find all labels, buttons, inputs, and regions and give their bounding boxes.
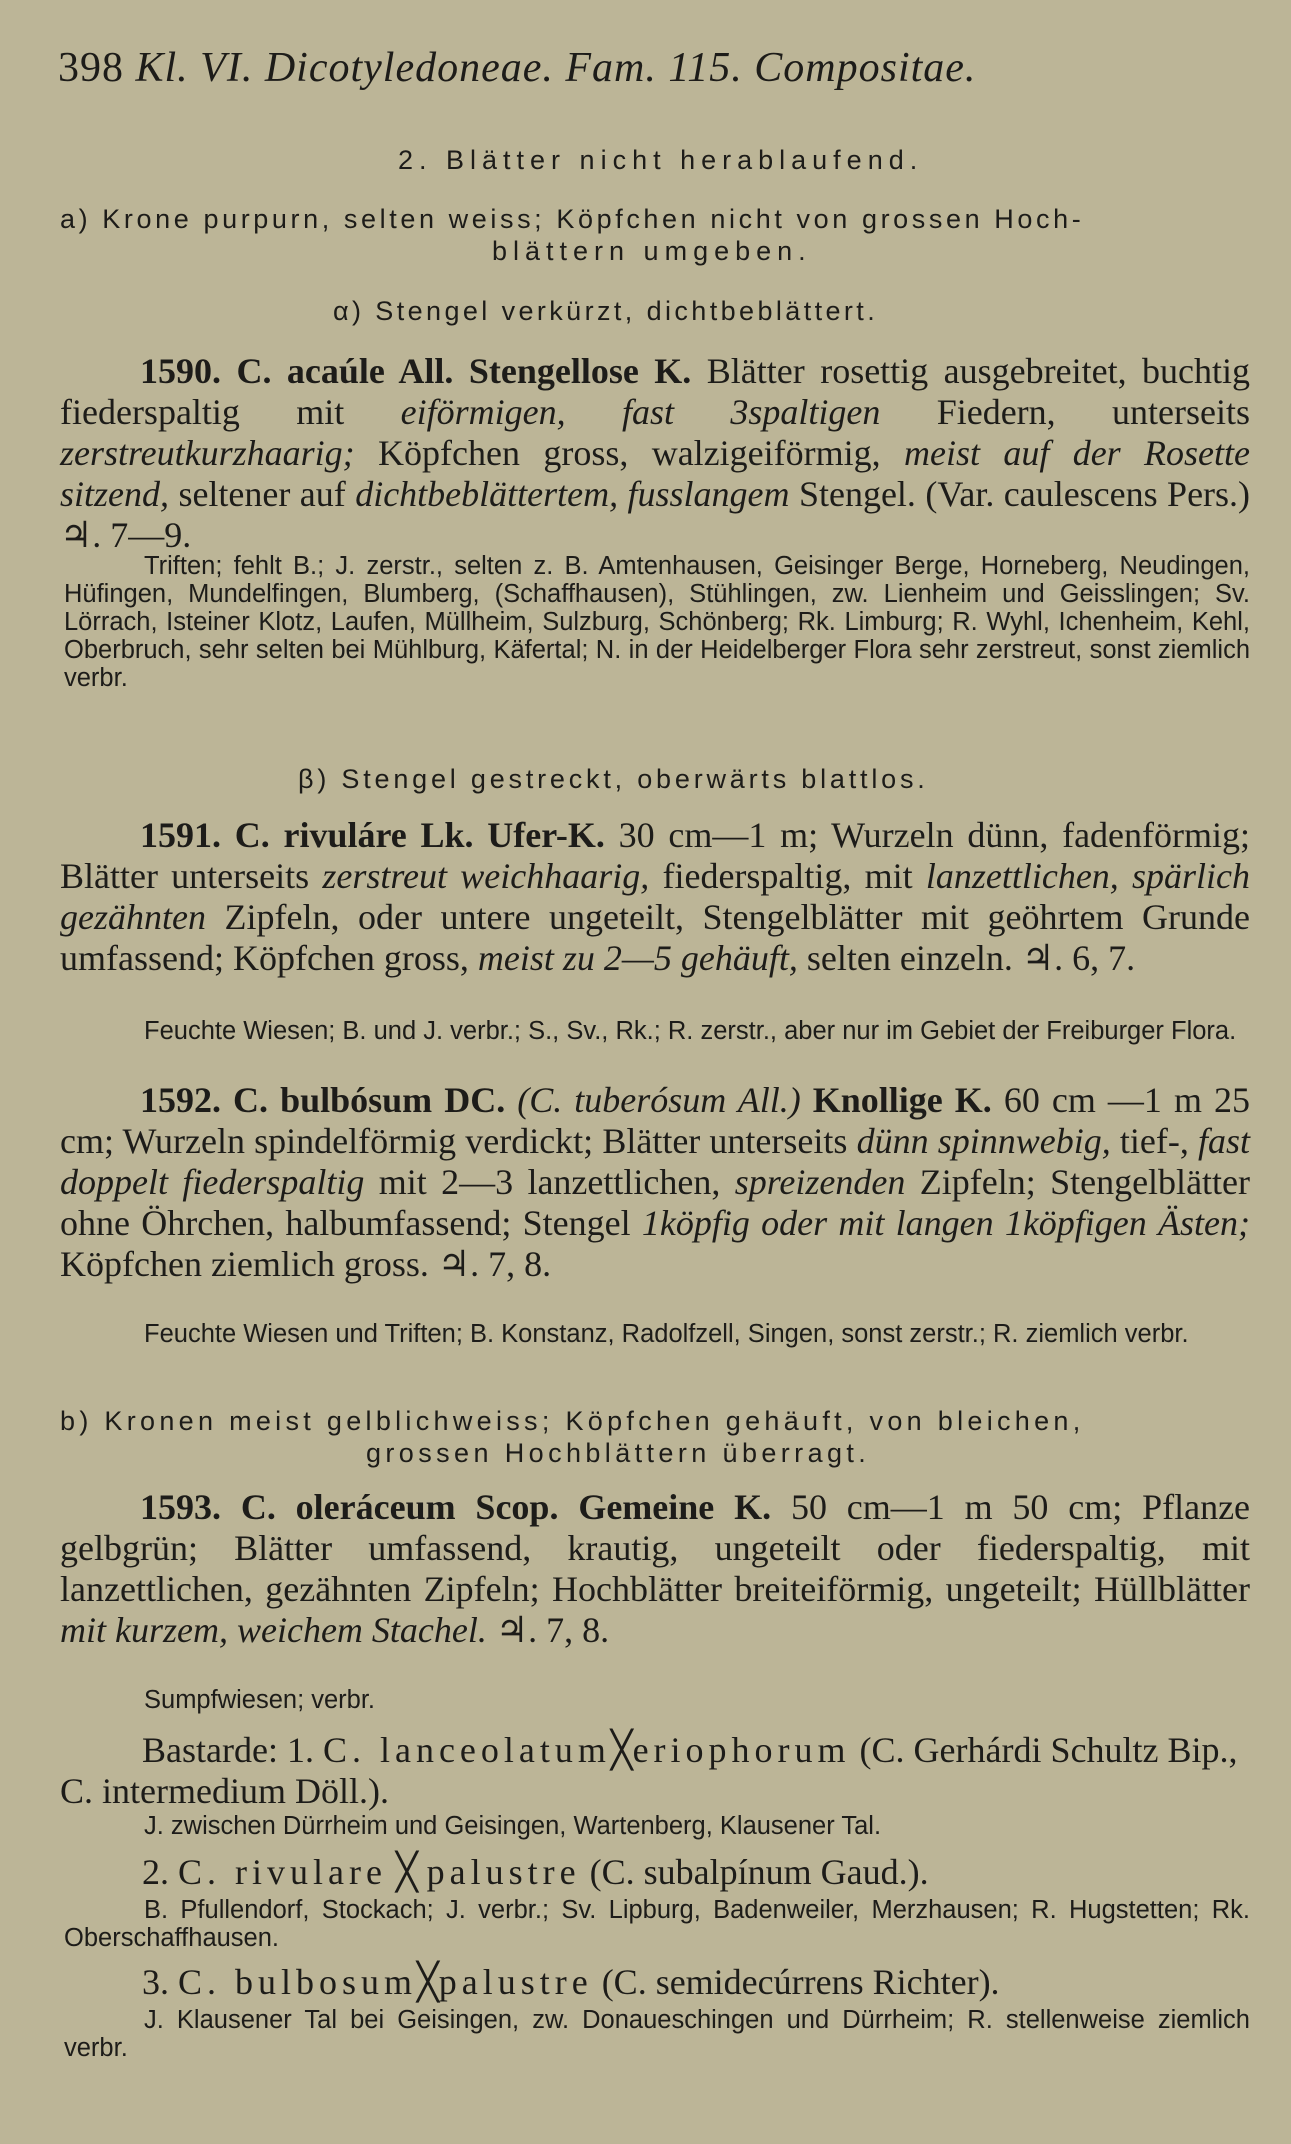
hybrid-parent: C. rivulare bbox=[178, 1852, 387, 1892]
description-italic: mit kurzem, weichem Stachel. bbox=[60, 1610, 487, 1650]
description-italic: zerstreut weichhaarig, bbox=[322, 856, 650, 896]
entry-number: 1592. bbox=[140, 1080, 221, 1120]
description-text: Köpfchen ziemlich gross. ♃. 7, 8. bbox=[60, 1244, 552, 1284]
species-name: C. acaúle All. bbox=[236, 351, 454, 391]
description-text: ♃. 7, 8. bbox=[495, 1610, 610, 1650]
key-beta: β) Stengel gestreckt, oberwärts blattlos. bbox=[298, 764, 929, 794]
description-italic: eiförmigen, fast 3spaltigen bbox=[400, 392, 881, 432]
entry-1592 bbox=[60, 1080, 1250, 1285]
locality-text: Feuchte Wiesen; B. und J. verbr.; S., Sv., Rk.; R. zerstr., aber nur im Gebiet der Freiburger Flora. bbox=[144, 1017, 1237, 1045]
hybrid-cross-icon: ╳ bbox=[610, 1730, 633, 1770]
description-italic: meist zu 2—5 gehäuft, bbox=[477, 938, 798, 978]
page-header bbox=[58, 44, 976, 92]
locality-text: J. zwischen Dürrheim und Geisingen, Wartenberg, Klausener Tal. bbox=[144, 1812, 882, 1840]
key-a-line2: blättern umgeben. bbox=[492, 236, 812, 266]
hybrid-synonyms: (C. Gerhárdi Schultz Bip., C. intermedium Döll.). bbox=[60, 1730, 1238, 1811]
hybrid-1 bbox=[60, 1730, 1250, 1812]
description-italic: zerstreutkurzhaarig; bbox=[60, 433, 355, 473]
description-text: 50 cm—1 m 50 cm; Pflanze gelbgrün; Blätter umfassend, krautig, ungeteilt oder fiederspaltig, mit lanzettlichen, gezähnten Zipfeln; Hochblätter breiteiförmig, ungeteilt; Hüllblätter bbox=[60, 1487, 1251, 1609]
common-name: Gemeine K. bbox=[578, 1487, 772, 1527]
entry-1590 bbox=[60, 351, 1250, 556]
locality-1591 bbox=[64, 1017, 1250, 1045]
description-text: Zipfeln, oder untere ungeteilt, Stengelblätter mit geöhrtem Grunde umfassend; Köpfchen gross, bbox=[60, 897, 1250, 978]
description-text: mit 2—3 lanzettlichen, bbox=[378, 1162, 721, 1202]
description-text: 30 cm—1 m; Wurzeln dünn, fadenförmig; Blätter unterseits bbox=[60, 815, 1251, 896]
hybrids-label: Bastarde: bbox=[142, 1730, 278, 1770]
species-name: C. rivuláre Lk. bbox=[234, 815, 474, 855]
hybrid-parent: eriophorum bbox=[632, 1730, 851, 1770]
description-italic: dünn spinnwebig, bbox=[856, 1121, 1111, 1161]
hybrid-cross-icon: ╳ bbox=[395, 1852, 418, 1892]
hybrid-3 bbox=[60, 1962, 1250, 2003]
synonym: (C. tuberósum All.) bbox=[517, 1080, 801, 1120]
entry-number: 1590. bbox=[140, 351, 221, 391]
entry-1591 bbox=[60, 815, 1250, 979]
header-subclass: Dicotyledoneae. bbox=[264, 45, 554, 91]
species-name: C. oleráceum Scop. bbox=[240, 1487, 559, 1527]
hybrid-number: 1. bbox=[286, 1730, 314, 1770]
description-text: 60 cm —1 m 25 cm; Wurzeln spindelförmig verdickt; Blätter unterseits bbox=[60, 1080, 1250, 1161]
header-class: Kl. VI. bbox=[135, 45, 254, 91]
locality-text: Feuchte Wiesen und Triften; B. Konstanz, Radolfzell, Singen, sonst zerstr.; R. ziemlich verbr. bbox=[144, 1320, 1189, 1348]
locality-1593 bbox=[64, 1686, 1250, 1714]
description-italic: fast doppelt fiederspaltig bbox=[60, 1121, 1251, 1202]
description-text: Zipfeln; Stengelblätter ohne Öhrchen, halbumfassend; Stengel bbox=[60, 1162, 1251, 1243]
locality-1590 bbox=[64, 552, 1250, 692]
description-text: Blätter rosettig ausgebreitet, buchtig fiederspaltig mit bbox=[60, 351, 1251, 432]
key-b-line1: b) Kronen meist gelblichweiss; Köpfchen gehäuft, von bleichen, bbox=[60, 1406, 1085, 1436]
hybrid-synonyms: (C. semidecúrrens Richter). bbox=[601, 1962, 1000, 2002]
description-text: seltener auf bbox=[178, 474, 346, 514]
entry-1593 bbox=[60, 1487, 1250, 1651]
description-italic: meist auf der Rosette sitzend, bbox=[60, 433, 1250, 514]
entry-number: 1591. bbox=[140, 815, 221, 855]
locality-text: Triften; fehlt B.; J. zerstr., selten z. B. Amtenhausen, Geisinger Berge, Horneberg, Neudingen, Hüfingen, Mundelfingen, Blumberg, (Schaffhausen), Stühlingen, zw. Lienheim und Geisslingen; Sv. Lörrach, Isteiner Klotz, Laufen, Müllheim, Sulzburg, Schönberg; Rk. Limburg; R. Wyhl, Ichenheim, Kehl, Oberbruch, sehr selten bei Mühlburg, Käfertal; N. in der Heidelberger Flora sehr zerstreut, sonst ziemlich verbr. bbox=[64, 552, 1250, 692]
common-name: Knollige K. bbox=[812, 1080, 992, 1120]
description-italic: lanzettlichen, spärlich gezähnten bbox=[60, 856, 1251, 937]
locality-text: B. Pfullendorf, Stockach; J. verbr.; Sv. Lipburg, Badenweiler, Merzhausen; R. Hugstetten; Rk. Oberschaffhausen. bbox=[64, 1896, 1250, 1952]
description-italic: 1köpfig oder mit langen 1köpfigen Ästen; bbox=[641, 1203, 1250, 1243]
hybrid-parent: C. lanceolatum bbox=[322, 1730, 611, 1770]
description-text: Fiedern, unterseits bbox=[936, 392, 1250, 432]
species-name: C. bulbósum DC. bbox=[233, 1080, 506, 1120]
page-number: 398 bbox=[58, 45, 124, 91]
locality-1592 bbox=[64, 1320, 1250, 1348]
header-family: Fam. 115. bbox=[565, 45, 743, 91]
hybrid-number: 3. bbox=[142, 1962, 169, 2002]
description-text: fiederspaltig, mit bbox=[662, 856, 913, 896]
entry-number: 1593. bbox=[140, 1487, 221, 1527]
description-italic: spreizenden bbox=[734, 1162, 906, 1202]
hybrid-2 bbox=[60, 1852, 1250, 1893]
hybrid-parent: palustre bbox=[426, 1852, 581, 1892]
hybrid-parent: C. bulbosum bbox=[178, 1962, 418, 2002]
hybrid-number: 2. bbox=[142, 1852, 169, 1892]
hybrid-synonyms: (C. subalpínum Gaud.). bbox=[589, 1852, 929, 1892]
header-family-name: Compositae. bbox=[754, 45, 977, 91]
common-name: Stengellose K. bbox=[468, 351, 692, 391]
key-heading-2: 2. Blätter nicht herablaufend. bbox=[398, 145, 924, 175]
description-text: Köpfchen gross, walzigeiförmig, bbox=[378, 433, 881, 473]
key-alpha: α) Stengel verkürzt, dichtbeblättert. bbox=[333, 296, 879, 326]
description-italic: dichtbeblättertem, fusslangem bbox=[355, 474, 790, 514]
description-text: tief-, bbox=[1119, 1121, 1189, 1161]
locality-text: J. Klausener Tal bei Geisingen, zw. Donaueschingen und Dürrheim; R. stellenweise ziemlich verbr. bbox=[64, 2006, 1250, 2062]
description-text: selten einzeln. ♃. 6, 7. bbox=[806, 938, 1136, 978]
hybrid-3-locality bbox=[64, 2006, 1250, 2062]
hybrid-parent: palustre bbox=[438, 1962, 593, 2002]
hybrid-1-locality bbox=[64, 1812, 1250, 1840]
key-b-line2: grossen Hochblättern überragt. bbox=[366, 1438, 871, 1468]
hybrid-cross-icon: ╳ bbox=[417, 1962, 439, 2002]
description-text: Stengel. (Var. caulescens Pers.) ♃. 7—9. bbox=[60, 474, 1251, 555]
key-a-line1: a) Krone purpurn, selten weiss; Köpfchen nicht von grossen Hoch- bbox=[60, 204, 1085, 234]
hybrid-2-locality bbox=[64, 1896, 1250, 1952]
locality-text: Sumpfwiesen; verbr. bbox=[144, 1686, 376, 1714]
common-name: Ufer-K. bbox=[487, 815, 605, 855]
